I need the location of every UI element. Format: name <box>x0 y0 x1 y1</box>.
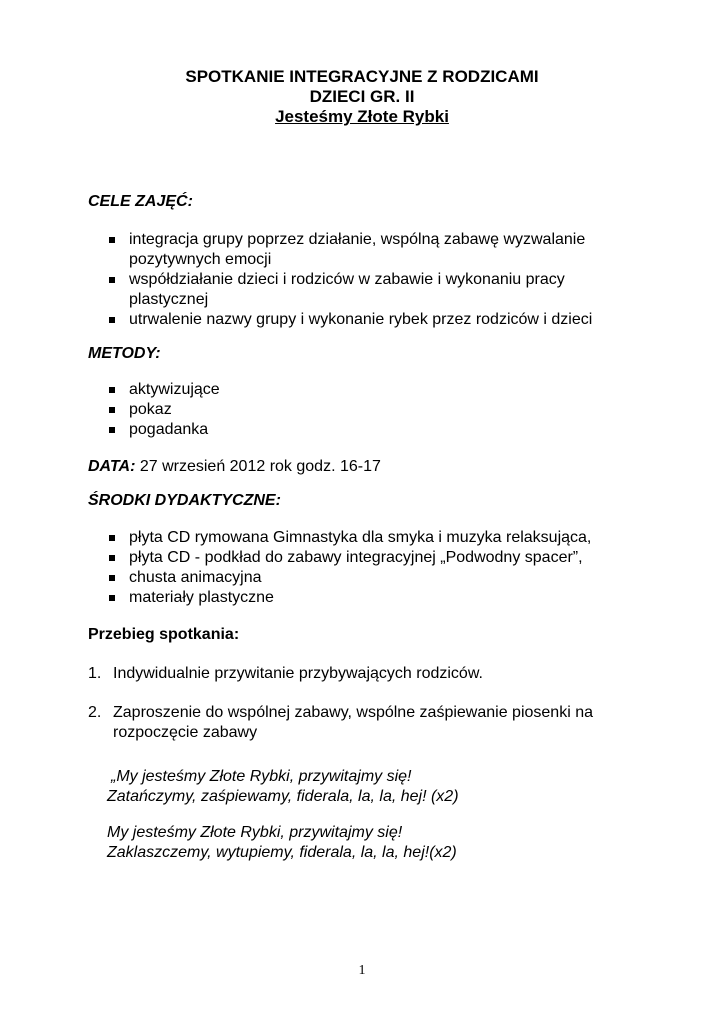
document-title <box>0 67 724 127</box>
list-item: 2. Zaproszenie do wspólnej zabawy, wspólne zaśpiewanie piosenki na rozpoczęcie zabawy <box>88 704 593 741</box>
list-item: utrwalenie nazwy grupy i wykonanie rybek przez rodziców i dzieci <box>106 310 646 330</box>
resources-list <box>106 528 646 608</box>
date-value: 27 wrzesień 2012 rok godz. 16-17 <box>135 458 381 475</box>
song-verse-1: „My jesteśmy Złote Rybki, przywitajmy się! Zatańczymy, zaśpiewamy, fiderala, la, la, hej! (x2) <box>107 768 459 805</box>
title-line-2: DZIECI GR. II <box>309 87 415 106</box>
list-item: współdziałanie dzieci i rodziców w zabawie i wykonaniu pracy plastycznej <box>106 270 646 310</box>
title-line-3: Jesteśmy Złote Rybki <box>275 107 449 126</box>
goals-heading: CELE ZAJĘĆ: <box>88 193 193 210</box>
bullet-icon <box>109 555 115 561</box>
list-item: 1. Indywidualnie przywitanie przybywających rodziców. <box>88 665 483 682</box>
goals-list <box>106 230 646 330</box>
procedure-steps <box>88 664 648 684</box>
list-item: pogadanka <box>106 420 646 440</box>
resources-heading: ŚRODKI DYDAKTYCZNE: <box>88 492 281 509</box>
date-line <box>88 457 381 477</box>
list-item: aktywizujące <box>106 380 646 400</box>
song-verse-2: My jesteśmy Złote Rybki, przywitajmy się! Zaklaszczemy, wytupiemy, fiderala, la, la, hej!(x2) <box>107 824 457 861</box>
bullet-icon <box>109 317 115 323</box>
procedure-steps-2 <box>88 703 648 743</box>
bullet-icon <box>109 575 115 581</box>
methods-heading: METODY: <box>88 345 161 362</box>
list-item: integracja grupy poprzez działanie, wspólną zabawę wyzwalanie pozytywnych emocji <box>106 230 646 270</box>
procedure-heading: Przebieg spotkania: <box>88 626 240 643</box>
list-item: płyta CD - podkład do zabawy integracyjnej „Podwodny spacer”, <box>106 548 646 568</box>
bullet-icon <box>109 427 115 433</box>
date-label: DATA: <box>88 458 136 475</box>
list-item: chusta animacyjna <box>106 568 646 588</box>
bullet-icon <box>109 387 115 393</box>
bullet-icon <box>109 535 115 541</box>
list-item: materiały plastyczne <box>106 588 646 608</box>
list-item: płyta CD rymowana Gimnastyka dla smyka i muzyka relaksująca, <box>106 528 646 548</box>
list-item: pokaz <box>106 400 646 420</box>
methods-list <box>106 380 646 440</box>
page-number: 1 <box>358 963 366 978</box>
bullet-icon <box>109 595 115 601</box>
bullet-icon <box>109 407 115 413</box>
bullet-icon <box>109 237 115 243</box>
bullet-icon <box>109 277 115 283</box>
title-line-1: SPOTKANIE INTEGRACYJNE Z RODZICAMI <box>185 67 539 86</box>
